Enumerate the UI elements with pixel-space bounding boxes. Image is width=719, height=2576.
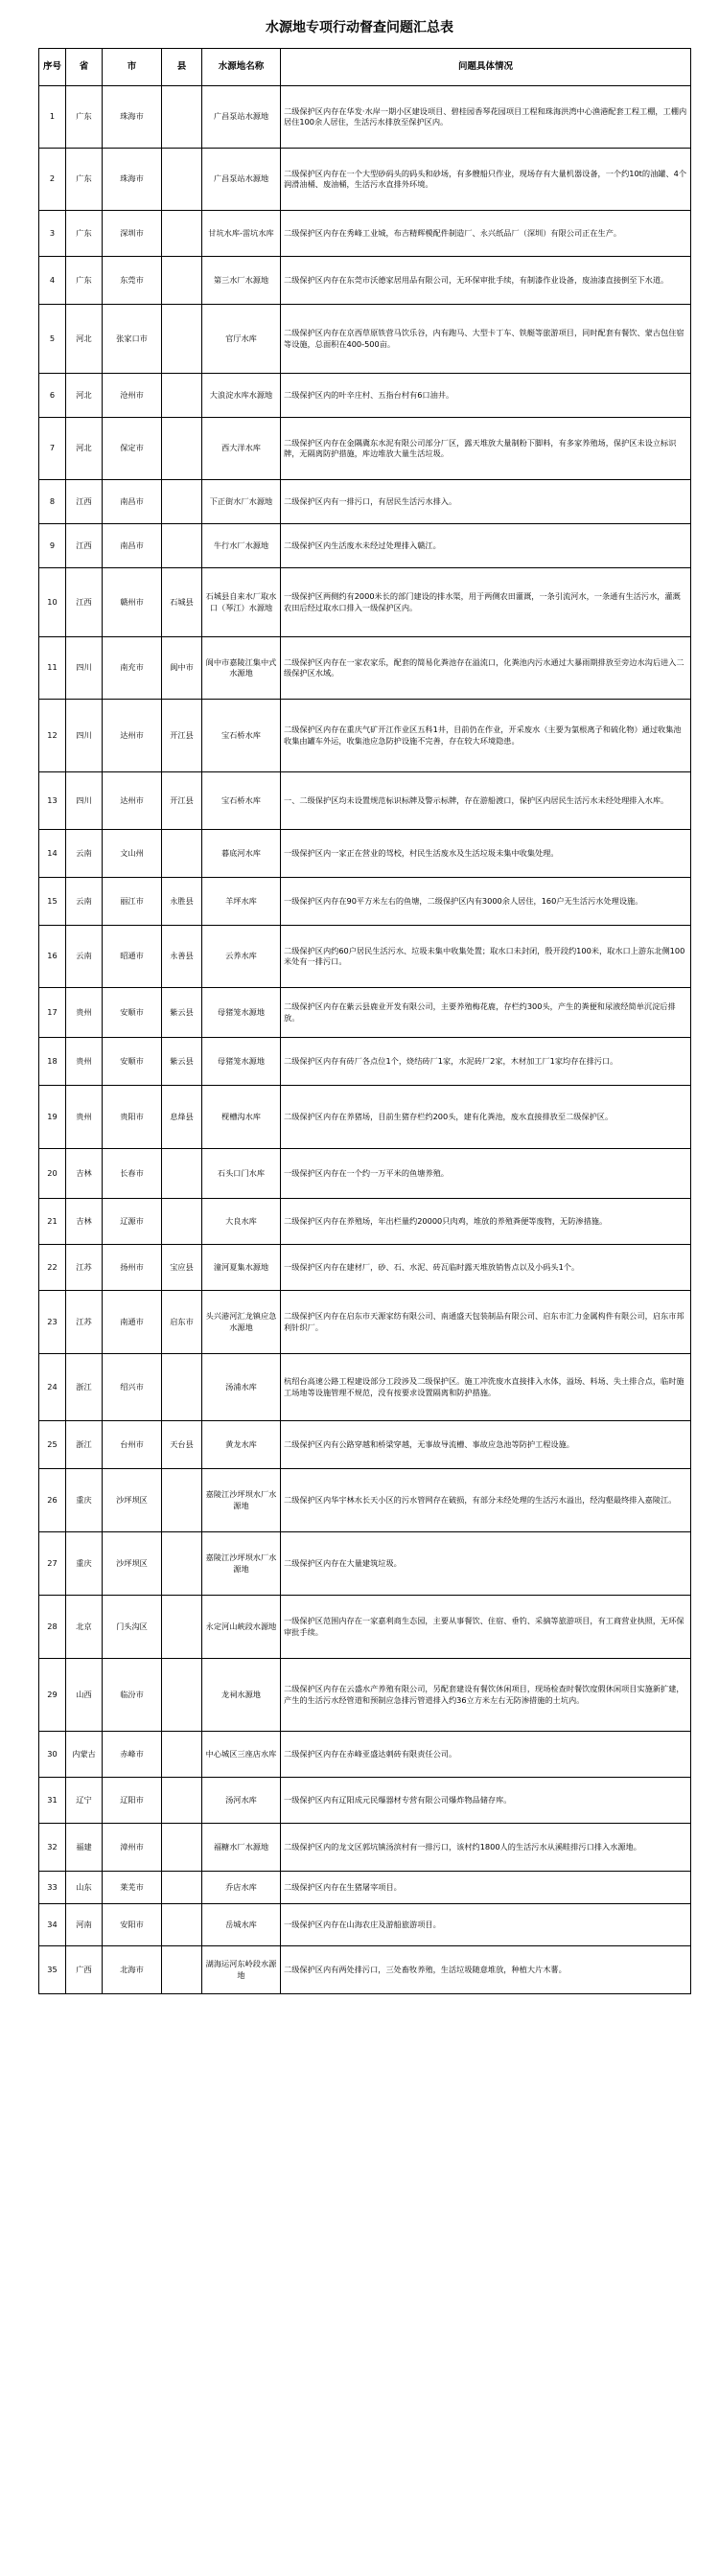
- cell-county: [162, 830, 202, 878]
- cell-province: 江西: [66, 524, 103, 568]
- cell-source: 暮底河水库: [202, 830, 281, 878]
- cell-no: 9: [39, 524, 66, 568]
- cell-detail: 二级保护区内的叶辛庄村、五指台村有6口油井。: [281, 374, 691, 418]
- cell-province: 四川: [66, 700, 103, 772]
- cell-county: 息烽县: [162, 1086, 202, 1149]
- cell-no: 14: [39, 830, 66, 878]
- cell-no: 26: [39, 1469, 66, 1532]
- cell-no: 3: [39, 211, 66, 257]
- cell-city: 达州市: [103, 700, 162, 772]
- cell-city: 安顺市: [103, 988, 162, 1038]
- cell-no: 34: [39, 1904, 66, 1946]
- cell-county: [162, 1732, 202, 1778]
- cell-province: 广东: [66, 257, 103, 305]
- cell-county: [162, 1778, 202, 1824]
- cell-source: 龙祠水源地: [202, 1659, 281, 1732]
- cell-city: 赤峰市: [103, 1732, 162, 1778]
- table-row: [39, 1596, 691, 1659]
- cell-source: 下正街水厂水源地: [202, 480, 281, 524]
- table-row: [39, 878, 691, 926]
- cell-detail: 二级保护区内生活废水未经过处理排入赣江。: [281, 524, 691, 568]
- cell-county: 永善县: [162, 926, 202, 988]
- cell-no: 13: [39, 772, 66, 830]
- cell-city: 沙坪坝区: [103, 1469, 162, 1532]
- cell-source: 大良水库: [202, 1199, 281, 1245]
- cell-county: 启东市: [162, 1291, 202, 1354]
- cell-source: 石城县自来水厂取水口（琴江）水源地: [202, 568, 281, 637]
- cell-province: 江苏: [66, 1291, 103, 1354]
- header-detail: 问题具体情况: [281, 49, 691, 86]
- cell-no: 6: [39, 374, 66, 418]
- table-row: [39, 1532, 691, 1596]
- cell-county: 永胜县: [162, 878, 202, 926]
- cell-detail: 二级保护区内存在秀峰工业城，布吉精辉模配件制造厂、永兴纸品厂（深圳）有限公司正在生产。: [281, 211, 691, 257]
- cell-no: 29: [39, 1659, 66, 1732]
- cell-county: [162, 1904, 202, 1946]
- cell-province: 河南: [66, 1904, 103, 1946]
- cell-no: 21: [39, 1199, 66, 1245]
- cell-source: 母猪笼水源地: [202, 1038, 281, 1086]
- table-row: [39, 524, 691, 568]
- cell-no: 33: [39, 1872, 66, 1904]
- cell-no: 5: [39, 305, 66, 374]
- cell-province: 浙江: [66, 1354, 103, 1421]
- cell-source: 第三水厂水源地: [202, 257, 281, 305]
- cell-county: 开江县: [162, 700, 202, 772]
- header-source-name: 水源地名称: [202, 49, 281, 86]
- cell-county: [162, 1946, 202, 1994]
- cell-county: 宝应县: [162, 1245, 202, 1291]
- cell-province: 四川: [66, 772, 103, 830]
- table-row: [39, 1732, 691, 1778]
- table-row: [39, 1824, 691, 1872]
- cell-detail: 一级保护区内有辽阳成元民爆器材专营有限公司爆炸物品储存库。: [281, 1778, 691, 1824]
- cell-province: 山西: [66, 1659, 103, 1732]
- cell-county: [162, 1149, 202, 1199]
- cell-city: 安顺市: [103, 1038, 162, 1086]
- table-row: [39, 700, 691, 772]
- cell-source: 汤浦水库: [202, 1354, 281, 1421]
- cell-no: 27: [39, 1532, 66, 1596]
- cell-province: 贵州: [66, 1086, 103, 1149]
- cell-source: 牛行水厂水源地: [202, 524, 281, 568]
- cell-no: 20: [39, 1149, 66, 1199]
- table-row: [39, 1291, 691, 1354]
- cell-province: 重庆: [66, 1532, 103, 1596]
- cell-city: 沧州市: [103, 374, 162, 418]
- cell-county: 天台县: [162, 1421, 202, 1469]
- cell-province: 江苏: [66, 1245, 103, 1291]
- cell-source: 永定河山峡段水源地: [202, 1596, 281, 1659]
- cell-no: 7: [39, 418, 66, 480]
- cell-source: 官厅水库: [202, 305, 281, 374]
- cell-province: 江西: [66, 568, 103, 637]
- cell-province: 云南: [66, 926, 103, 988]
- cell-no: 2: [39, 149, 66, 211]
- cell-province: 河北: [66, 374, 103, 418]
- cell-detail: 二级保护区内存在生猪屠宰项目。: [281, 1872, 691, 1904]
- cell-province: 内蒙古: [66, 1732, 103, 1778]
- cell-source: 西大洋水库: [202, 418, 281, 480]
- cell-province: 吉林: [66, 1199, 103, 1245]
- cell-detail: 一级保护区内存在一个约一万平米的鱼塘养殖。: [281, 1149, 691, 1199]
- cell-province: 广东: [66, 149, 103, 211]
- cell-province: 北京: [66, 1596, 103, 1659]
- cell-city: 北海市: [103, 1946, 162, 1994]
- cell-province: 河北: [66, 418, 103, 480]
- cell-detail: 二级保护区内存在紫云县鹿业开发有限公司，主要养殖梅花鹿，存栏约300头，产生的粪便和尿液经简单沉淀后排放。: [281, 988, 691, 1038]
- table-row: [39, 772, 691, 830]
- table-row: [39, 830, 691, 878]
- header-no: 序号: [39, 49, 66, 86]
- cell-no: 23: [39, 1291, 66, 1354]
- cell-source: 枧槽沟水库: [202, 1086, 281, 1149]
- cell-province: 四川: [66, 637, 103, 700]
- cell-city: 东莞市: [103, 257, 162, 305]
- cell-detail: 一级保护区范围内存在一家嘉利商生态园，主要从事餐饮、住宿、垂钓、采摘等旅游项目，有工商营业执照，无环保审批手续。: [281, 1596, 691, 1659]
- cell-county: 阆中市: [162, 637, 202, 700]
- cell-county: [162, 211, 202, 257]
- cell-detail: 二级保护区内存在一家农家乐，配套的简易化粪池存在溢流口，化粪池内污水通过大暴雨期排放至旁边水沟后进入二级保护区水域。: [281, 637, 691, 700]
- cell-city: 昭通市: [103, 926, 162, 988]
- cell-city: 赣州市: [103, 568, 162, 637]
- table-row: [39, 1354, 691, 1421]
- cell-detail: 二级保护区内华宇林水长天小区的污水管网存在破损，有部分未经处理的生活污水溢出，经沟壑最终排入嘉陵江。: [281, 1469, 691, 1532]
- cell-county: [162, 1824, 202, 1872]
- cell-no: 8: [39, 480, 66, 524]
- cell-city: 临汾市: [103, 1659, 162, 1732]
- table-row: [39, 1245, 691, 1291]
- table-row: [39, 568, 691, 637]
- cell-no: 16: [39, 926, 66, 988]
- cell-no: 35: [39, 1946, 66, 1994]
- cell-source: 大浪淀水库水源地: [202, 374, 281, 418]
- cell-county: [162, 149, 202, 211]
- table-row: [39, 418, 691, 480]
- cell-county: 紫云县: [162, 988, 202, 1038]
- cell-source: 云养水库: [202, 926, 281, 988]
- cell-source: 岳城水库: [202, 1904, 281, 1946]
- table-row: [39, 926, 691, 988]
- cell-province: 云南: [66, 878, 103, 926]
- cell-detail: 一级保护区内存在建材厂，砂、石、水泥、砖瓦临时露天堆放销售点以及小码头1个。: [281, 1245, 691, 1291]
- cell-no: 25: [39, 1421, 66, 1469]
- cell-detail: 一级保护区两侧约有2000米长的部门建设的排水渠，用于两侧农田灌溉，一条引流河水，一条通有生活污水，灌溉农田后经过取水口排入一级保护区内。: [281, 568, 691, 637]
- table-row: [39, 257, 691, 305]
- cell-city: 达州市: [103, 772, 162, 830]
- table-row: [39, 637, 691, 700]
- cell-source: 阆中市嘉陵江集中式水源地: [202, 637, 281, 700]
- cell-no: 32: [39, 1824, 66, 1872]
- cell-city: 珠海市: [103, 86, 162, 149]
- cell-no: 28: [39, 1596, 66, 1659]
- cell-county: [162, 1469, 202, 1532]
- cell-county: [162, 524, 202, 568]
- cell-no: 12: [39, 700, 66, 772]
- cell-detail: 二级保护区内存在养殖场，年出栏量约20000只肉鸡，堆放的养殖粪便等废物，无防渗措施。: [281, 1199, 691, 1245]
- cell-no: 31: [39, 1778, 66, 1824]
- cell-province: 河北: [66, 305, 103, 374]
- cell-city: 扬州市: [103, 1245, 162, 1291]
- cell-city: 深圳市: [103, 211, 162, 257]
- table-body: [39, 86, 691, 1994]
- cell-province: 贵州: [66, 1038, 103, 1086]
- cell-city: 长春市: [103, 1149, 162, 1199]
- cell-source: 头兴港河汇龙镇应急水源地: [202, 1291, 281, 1354]
- cell-detail: 杭绍台高速公路工程建设部分工段涉及二级保护区。施工冲洗废水直接排入水体，溢场、料场、失土排合点，临时施工场地等设施管理不规范，没有按要求设置隔离和防护措施。: [281, 1354, 691, 1421]
- cell-province: 广东: [66, 211, 103, 257]
- cell-source: 汤河水库: [202, 1778, 281, 1824]
- document-title: 水源地专项行动督查问题汇总表: [266, 20, 453, 35]
- cell-detail: 二级保护区内有两处排污口，三处畜牧养殖，生活垃圾随意堆放，种植大片木薯。: [281, 1946, 691, 1994]
- cell-city: 南充市: [103, 637, 162, 700]
- cell-detail: 二级保护区内存在养猪场，目前生猪存栏约200头，建有化粪池，废水直接排放至二级保护区。: [281, 1086, 691, 1149]
- cell-county: [162, 86, 202, 149]
- table-row: [39, 86, 691, 149]
- table-row: [39, 1872, 691, 1904]
- cell-city: 南昌市: [103, 480, 162, 524]
- header-county: 县: [162, 49, 202, 86]
- cell-county: [162, 1659, 202, 1732]
- cell-detail: 二级保护区内存在京西草原铁营马饮乐谷，内有跑马、大型卡丁车、铁艇等旅游项目，同时配套有餐饮、蒙古包住宿等设施，总面积在400-500亩。: [281, 305, 691, 374]
- cell-province: 山东: [66, 1872, 103, 1904]
- cell-source: 广昌泵站水源地: [202, 86, 281, 149]
- cell-city: 漳州市: [103, 1824, 162, 1872]
- table-row: [39, 480, 691, 524]
- cell-city: 安阳市: [103, 1904, 162, 1946]
- cell-city: 保定市: [103, 418, 162, 480]
- cell-province: 广西: [66, 1946, 103, 1994]
- cell-no: 11: [39, 637, 66, 700]
- cell-source: 广昌泵站水源地: [202, 149, 281, 211]
- cell-detail: 二级保护区内存在东莞市沃德家居用品有限公司，无环保审批手续，有制漆作业设备，废油漆直接倒至下水道。: [281, 257, 691, 305]
- cell-city: 台州市: [103, 1421, 162, 1469]
- cell-no: 4: [39, 257, 66, 305]
- cell-city: 南通市: [103, 1291, 162, 1354]
- cell-detail: 一级保护区内一家正在营业的驾校，村民生活废水及生活垃圾未集中收集处理。: [281, 830, 691, 878]
- table-row: [39, 1086, 691, 1149]
- cell-county: [162, 257, 202, 305]
- cell-source: 黄龙水库: [202, 1421, 281, 1469]
- table-row: [39, 1778, 691, 1824]
- table-row: [39, 1904, 691, 1946]
- table-row: [39, 988, 691, 1038]
- cell-detail: 一级保护区内存在90平方米左右的鱼塘，二级保护区内有3000余人居住，160户无生活污水处理设施。: [281, 878, 691, 926]
- cell-province: 重庆: [66, 1469, 103, 1532]
- table-row: [39, 374, 691, 418]
- cell-detail: 二级保护区内存在华发·水岸一期小区建设项目、碧桂园香琴花园项目工程和珠海洪湾中心渔港配套工程工棚，工棚内居住100余人居住，生活污水排放至保护区内。: [281, 86, 691, 149]
- cell-no: 1: [39, 86, 66, 149]
- cell-source: 宝石桥水库: [202, 700, 281, 772]
- cell-no: 22: [39, 1245, 66, 1291]
- cell-county: 石城县: [162, 568, 202, 637]
- cell-city: 南昌市: [103, 524, 162, 568]
- cell-source: 甘坑水库-雷坑水库: [202, 211, 281, 257]
- cell-county: [162, 374, 202, 418]
- cell-county: [162, 305, 202, 374]
- cell-detail: 二级保护区内存在一个大型砂码头的码头和砂场，有多艘船只作业，现场存有大量机器设备，一个约10t的油罐、4个润滑油桶、废油桶，生活污水直排外环境。: [281, 149, 691, 211]
- issues-table: [38, 48, 691, 1994]
- cell-detail: 二级保护区内存在启东市天源家纺有限公司、南通盛天包装制品有限公司、启东市汇力金属构件有限公司，启东市邦利针织厂。: [281, 1291, 691, 1354]
- cell-source: 宝石桥水库: [202, 772, 281, 830]
- cell-source: 嘉陵江沙坪坝水厂水源地: [202, 1469, 281, 1532]
- cell-city: 丽江市: [103, 878, 162, 926]
- cell-detail: 二级保护区内有一排污口，有居民生活污水排入。: [281, 480, 691, 524]
- table-row: [39, 305, 691, 374]
- table-row: [39, 1659, 691, 1732]
- cell-city: 珠海市: [103, 149, 162, 211]
- cell-province: 浙江: [66, 1421, 103, 1469]
- cell-detail: 二级保护区内存在云盛水产养殖有限公司，另配套建设有餐饮休闲项目，现场检查时餐饮度假休闲项目实施新扩建，产生的生活污水经管道和预制应急排污管道排入约36立方米左右无防渗措施的土坑内。: [281, 1659, 691, 1732]
- cell-no: 10: [39, 568, 66, 637]
- cell-source: 石头口门水库: [202, 1149, 281, 1199]
- cell-detail: 一级保护区内存在山海农庄及游船旅游项目。: [281, 1904, 691, 1946]
- cell-no: 24: [39, 1354, 66, 1421]
- cell-county: 紫云县: [162, 1038, 202, 1086]
- cell-county: [162, 1532, 202, 1596]
- cell-no: 17: [39, 988, 66, 1038]
- cell-city: 辽源市: [103, 1199, 162, 1245]
- cell-province: 辽宁: [66, 1778, 103, 1824]
- cell-detail: 二级保护区内约60户居民生活污水、垃圾未集中收集处置；取水口未封闭，殷开段约100米，取水口上游东北侧100米处有一排污口。: [281, 926, 691, 988]
- cell-city: 辽阳市: [103, 1778, 162, 1824]
- cell-no: 15: [39, 878, 66, 926]
- cell-source: 中心城区三座店水库: [202, 1732, 281, 1778]
- table-row: [39, 211, 691, 257]
- table-row: [39, 1038, 691, 1086]
- cell-detail: 二级保护区内存在赤峰亚盛达刺砖有限责任公司。: [281, 1732, 691, 1778]
- cell-no: 30: [39, 1732, 66, 1778]
- table-row: [39, 1469, 691, 1532]
- cell-county: [162, 1199, 202, 1245]
- table-header-row: [39, 49, 691, 86]
- cell-county: [162, 1872, 202, 1904]
- cell-province: 贵州: [66, 988, 103, 1038]
- cell-county: 开江县: [162, 772, 202, 830]
- table-row: [39, 1149, 691, 1199]
- cell-source: 母猪笼水源地: [202, 988, 281, 1038]
- cell-city: 文山州: [103, 830, 162, 878]
- table-row: [39, 1946, 691, 1994]
- header-province: 省: [66, 49, 103, 86]
- cell-province: 云南: [66, 830, 103, 878]
- cell-city: 沙坪坝区: [103, 1532, 162, 1596]
- cell-no: 19: [39, 1086, 66, 1149]
- cell-detail: 二级保护区内存在大量建筑垃圾。: [281, 1532, 691, 1596]
- cell-city: 门头沟区: [103, 1596, 162, 1659]
- header-city: 市: [103, 49, 162, 86]
- cell-county: [162, 1596, 202, 1659]
- cell-detail: 二级保护区内的龙文区郭坑镇汤滨村有一排污口，该村约1800人的生活污水从溪畦排污口排入水源地。: [281, 1824, 691, 1872]
- cell-province: 广东: [66, 86, 103, 149]
- cell-county: [162, 1354, 202, 1421]
- cell-detail: 二级保护区内存在金隅冀东水泥有限公司部分厂区，露天堆放大量制粉下脚料，有多家养殖场，保护区未设立标识牌，无隔离防护措施，库边堆放大量生活垃圾。: [281, 418, 691, 480]
- cell-county: [162, 480, 202, 524]
- cell-source: 羊坪水库: [202, 878, 281, 926]
- cell-source: 潼河夏集水源地: [202, 1245, 281, 1291]
- table-row: [39, 1199, 691, 1245]
- cell-detail: 二级保护区内存在重庆气矿开江作业区五科1井，目前仍在作业，开采废水（主要为氯根离子和硫化物）通过收集池收集由罐车外运，收集池应急防护设施不完善，存在较大环境隐患。: [281, 700, 691, 772]
- cell-city: 莱芜市: [103, 1872, 162, 1904]
- cell-province: 福建: [66, 1824, 103, 1872]
- cell-city: 张家口市: [103, 305, 162, 374]
- cell-city: 绍兴市: [103, 1354, 162, 1421]
- cell-source: 福糖水厂水源地: [202, 1824, 281, 1872]
- cell-source: 湖海运河东岭段水源地: [202, 1946, 281, 1994]
- cell-city: 贵阳市: [103, 1086, 162, 1149]
- cell-source: 乔店水库: [202, 1872, 281, 1904]
- table-row: [39, 1421, 691, 1469]
- cell-source: 嘉陵江沙坪坝水厂水源地: [202, 1532, 281, 1596]
- cell-county: [162, 418, 202, 480]
- cell-no: 18: [39, 1038, 66, 1086]
- cell-detail: 二级保护区内有公路穿越和桥梁穿越，无事故导流槽、事故应急池等防护工程设施。: [281, 1421, 691, 1469]
- cell-province: 江西: [66, 480, 103, 524]
- cell-province: 吉林: [66, 1149, 103, 1199]
- cell-detail: 二级保护区内存有砖厂各点位1个，烧结砖厂1家，水泥砖厂2家，木材加工厂1家均存在排污口。: [281, 1038, 691, 1086]
- table-row: [39, 149, 691, 211]
- cell-detail: 一、二级保护区均未设置规范标识标牌及警示标牌，存在游船渡口，保护区内居民生活污水未经处理排入水库。: [281, 772, 691, 830]
